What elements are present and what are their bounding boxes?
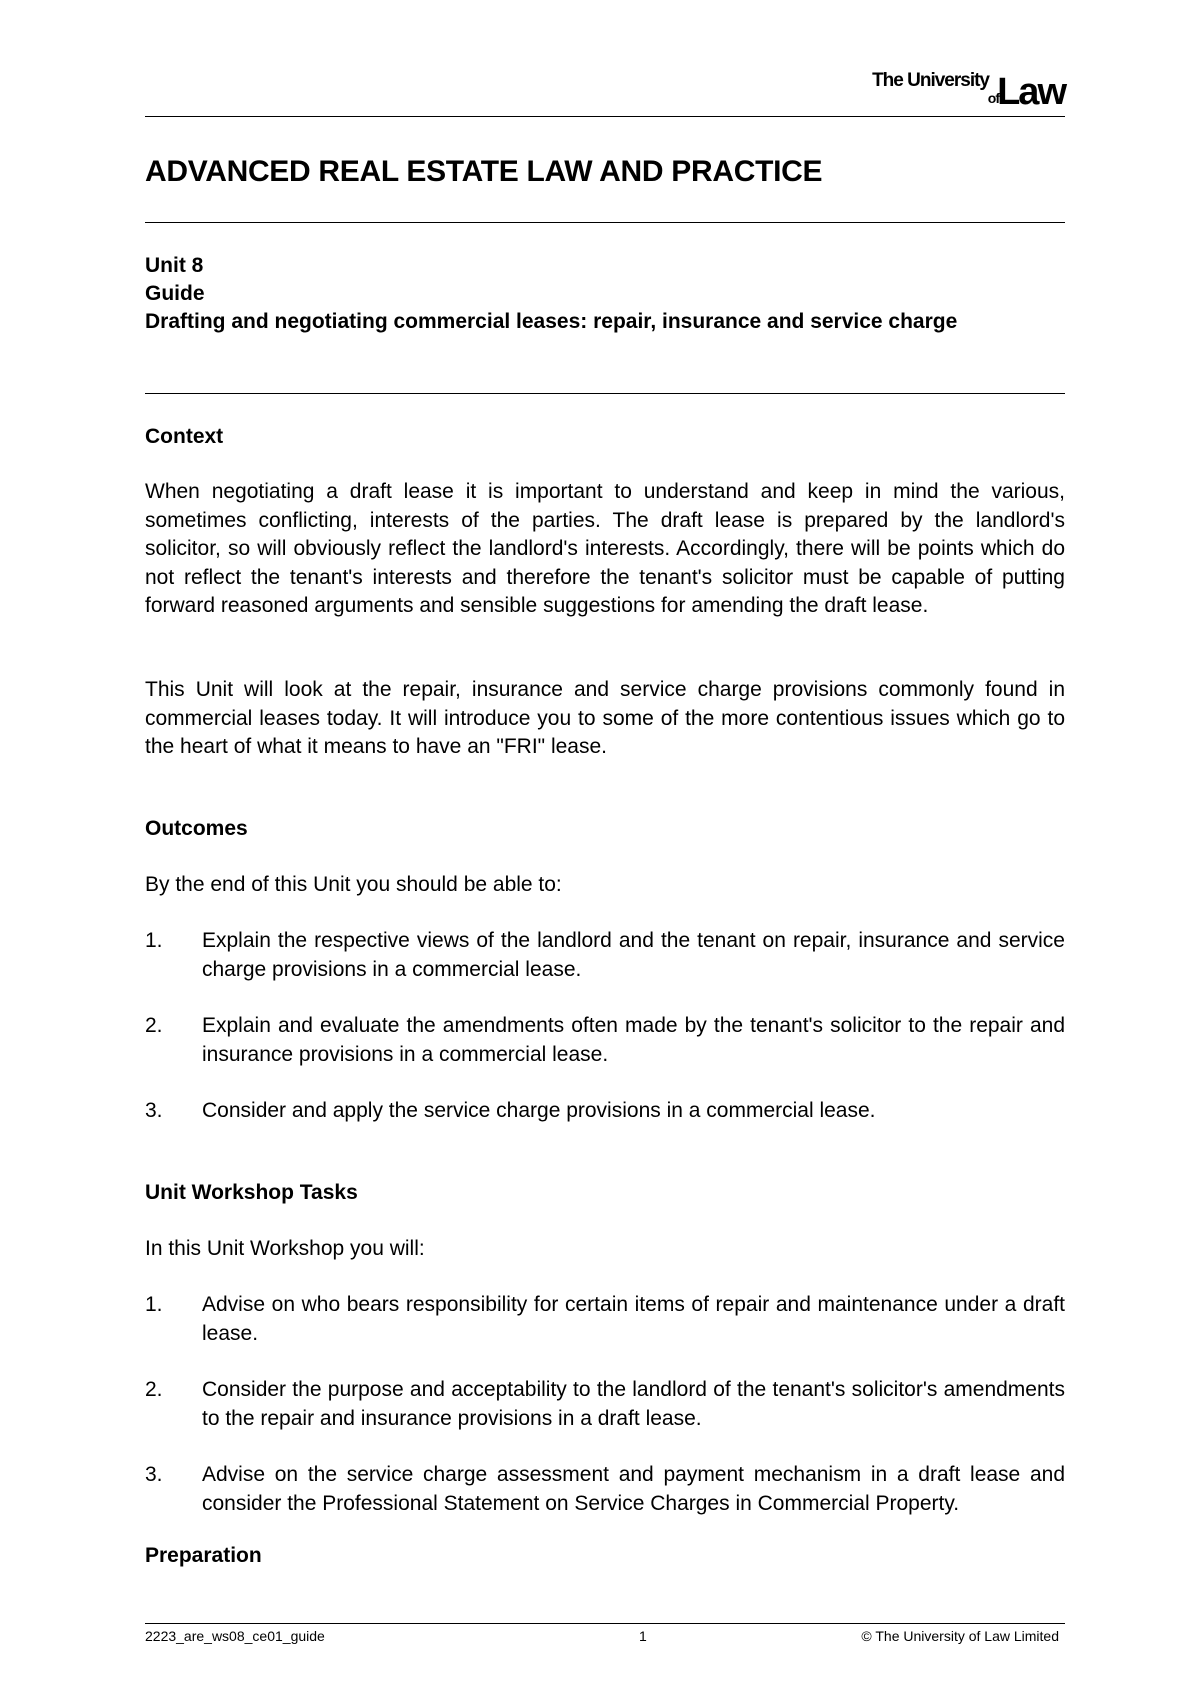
- footer-page-number: 1: [639, 1628, 647, 1644]
- tasks-intro: In this Unit Workshop you will:: [145, 1237, 425, 1260]
- footer-document-code: 2223_are_ws08_ce01_guide: [145, 1628, 325, 1644]
- logo-line1: The University: [872, 70, 989, 91]
- unit-subtitle: Drafting and negotiating commercial leases: repair, insurance and service charge: [145, 310, 958, 333]
- task-text: Consider the purpose and acceptability to the landlord of the tenant's solicitor's amendments to the repair and insurance provisions in a draft lease.: [202, 1378, 1065, 1430]
- task-number: 2.: [145, 1378, 163, 1401]
- outcome-number: 1.: [145, 929, 163, 952]
- unit-guide-label: Guide: [145, 282, 205, 305]
- unit-rule: [145, 393, 1065, 394]
- outcome-text: Explain the respective views of the landlord and the tenant on repair, insurance and service charge provisions in a commercial lease.: [202, 929, 1065, 981]
- task-number: 3.: [145, 1463, 163, 1486]
- outcomes-intro: By the end of this Unit you should be able to:: [145, 873, 562, 896]
- logo-line2: of: [987, 90, 999, 106]
- outcome-text: Consider and apply the service charge provisions in a commercial lease.: [202, 1099, 876, 1122]
- page-footer: [145, 1628, 1065, 1650]
- context-paragraph-2: This Unit will look at the repair, insurance and service charge provisions commonly found in commercial leases today. It will introduce you to some of the more contentious issues which go to the heart of what it means to have an "FRI" lease.: [145, 678, 1065, 758]
- outcome-text: Explain and evaluate the amendments often made by the tenant's solicitor to the repair and insurance provisions in a commercial lease.: [202, 1014, 1065, 1066]
- preparation-heading: Preparation: [145, 1544, 262, 1567]
- outcomes-heading: Outcomes: [145, 817, 248, 840]
- header-rule: [145, 116, 1065, 117]
- task-text: Advise on who bears responsibility for certain items of repair and maintenance under a draft lease.: [202, 1293, 1065, 1345]
- footer-rule: [145, 1623, 1065, 1624]
- document-title: ADVANCED REAL ESTATE LAW AND PRACTICE: [145, 155, 823, 188]
- unit-info: [145, 252, 1065, 336]
- outcome-number: 2.: [145, 1014, 163, 1037]
- footer-copyright: © The University of Law Limited: [861, 1628, 1059, 1644]
- outcome-number: 3.: [145, 1099, 163, 1122]
- tasks-heading: Unit Workshop Tasks: [145, 1181, 358, 1204]
- title-rule: [145, 222, 1065, 223]
- logo-line3: Law: [997, 71, 1065, 113]
- university-logo: [855, 68, 1065, 112]
- unit-number: Unit 8: [145, 254, 204, 277]
- context-paragraph-1: When negotiating a draft lease it is important to understand and keep in mind the various, sometimes conflicting, interests of the parties. The draft lease is prepared by the landlord's solicitor, so will obviously reflect the landlord's interests. Accordingly, there will be points which do not reflect the tenant's interests and therefore the tenant's solicitor must be capable of putting forward reasoned arguments and sensible suggestions for amending the draft lease.: [145, 480, 1065, 617]
- context-heading: Context: [145, 425, 224, 448]
- task-number: 1.: [145, 1293, 163, 1316]
- task-text: Advise on the service charge assessment and payment mechanism in a draft lease and consider the Professional Statement on Service Charges in Commercial Property.: [202, 1463, 1065, 1515]
